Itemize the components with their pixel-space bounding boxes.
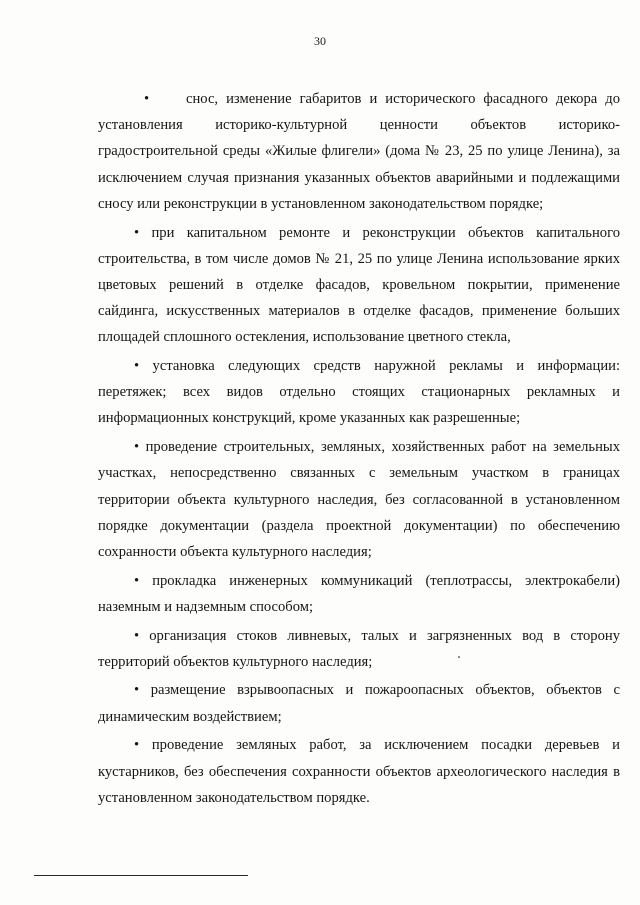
list-item	[98, 220, 620, 351]
list-item	[98, 353, 620, 432]
list-item-text: проведение земляных работ, за исключением посадки деревьев и кустарников, без обеспечения сохранности объектов археологического наследия в установленном законодательством порядке.	[98, 737, 620, 806]
bullet-icon: •	[134, 358, 140, 375]
bullet-icon: •	[134, 439, 140, 456]
list-item	[98, 568, 620, 620]
list-item-text: организация стоков ливневых, талых и загрязненных вод в сторону территорий объектов культурного наследия;	[98, 627, 620, 670]
list-item-text: размещение взрывоопасных и пожароопасных объектов, объектов с динамическим воздействием;	[98, 682, 620, 725]
bullet-icon: •	[134, 572, 140, 589]
list-item	[98, 86, 620, 217]
list-item-text: снос, изменение габаритов и исторического фасадного декора до установления историко-культурной ценности объектов историко-градостроительной среды «Жилые флигели» (дома № 23, 25 по улице Ленина), за исключением случая признания указанных объектов аварийными и подлежащими сносу или реконструкции в установленном законодательством порядке;	[98, 91, 620, 212]
bullet-icon: •	[134, 737, 140, 754]
bullet-icon: •	[134, 224, 140, 241]
restrictions-list	[98, 86, 620, 813]
bullet-icon: •	[144, 91, 150, 107]
list-item	[98, 677, 620, 729]
bullet-icon: •	[134, 627, 140, 644]
list-item-text: прокладка инженерных коммуникаций (теплотрассы, электрокабели) наземным и надземным способом;	[98, 572, 620, 615]
page-number: 30	[314, 34, 326, 48]
list-item-text: установка следующих средств наружной рекламы и информации: перетяжек; всех видов отдельно стоящих стационарных рекламных и информационных конструкций, кроме указанных как разрешенные;	[98, 358, 620, 427]
bullet-icon: •	[134, 682, 140, 699]
list-item	[98, 623, 620, 675]
scan-speck	[458, 656, 460, 658]
list-item	[98, 732, 620, 811]
footnote-divider	[34, 875, 248, 876]
list-item	[98, 434, 620, 565]
list-item-text: проведение строительных, земляных, хозяйственных работ на земельных участках, непосредственно связанных с земельным участком в границах территории объекта культурного наследия, без согласованной в установленном порядке документации (раздела проектной документации) по обеспечению сохранности объекта культурного наследия;	[98, 439, 620, 560]
list-item-text: при капитальном ремонте и реконструкции объектов капитального строительства, в том числе домов № 21, 25 по улице Ленина использование ярких цветовых решений в отделке фасадов, кровельном покрытии, применение сайдинга, искусственных материалов в отделке фасадов, применение больших площадей сплошного остекления, использование цветного стекла,	[98, 224, 620, 346]
